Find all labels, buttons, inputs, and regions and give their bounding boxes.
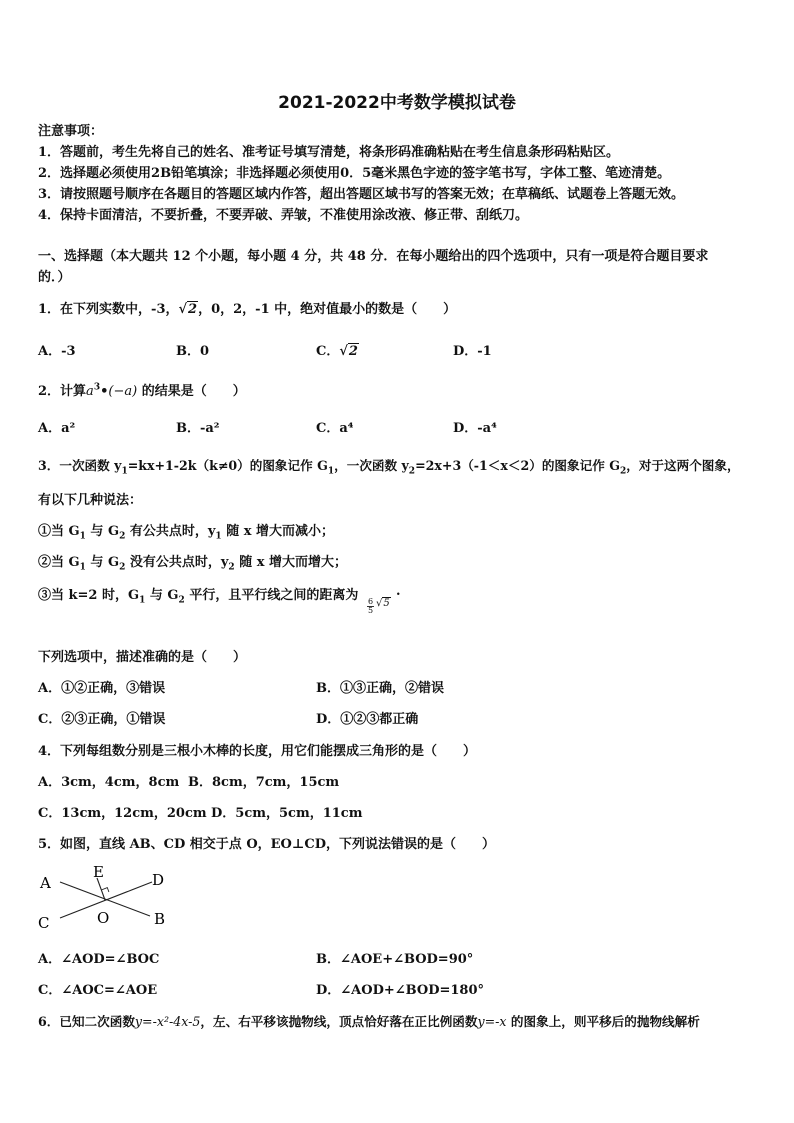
label-a: A [40,874,51,892]
q3-statement-3 [38,584,358,606]
q3-part: ③当 k=2 时，G [38,588,140,603]
q1-option-b[interactable]: B．0 [176,344,210,359]
q3-option-d[interactable]: D．①②③都正确 [316,712,419,727]
q3-part: =2x+3（-1＜x＜2）的图象记作 G [415,458,620,473]
q5-option-a[interactable]: A．∠AOD=∠BOC [38,952,160,967]
question-4-stem: 4．下列每组数分别是三根小木棒的长度，用它们能摆成三角形的是（ ） [38,744,477,759]
q3-sub: 2 [178,595,185,606]
q5-option-c[interactable]: C．∠AOC=∠AOE [38,983,158,998]
notice-item-4: 4．保持卡面清洁，不要折叠，不要弄破、弄皱，不准使用涂改液、修正带、刮纸刀。 [38,208,529,223]
label-o: O [97,909,110,927]
q3-sub: 2 [408,466,416,477]
q3-part: 平行，且平行线之间的距离为 [184,588,359,603]
q4-option-a[interactable]: A．3cm，4cm，8cm [38,775,180,790]
question-3-stem [38,455,740,477]
notice-item-3: 3．请按照题号顺序在各题目的答题区域内作答，超出答题区域书写的答案无效；在草稿纸、试题卷上答题无效。 [38,187,685,202]
section-heading-line1: 一、选择题（本大题共 12 个小题，每小题 4 分，共 48 分．在每小题给出的四个选项中，只有一项是符合题目要求 [38,249,709,264]
q3-line2: 有以下几种说法： [38,493,143,508]
q3-part: 与 G [145,588,179,603]
question-1-stem [38,298,456,317]
q3-sub: 1 [139,595,146,606]
fraction-denominator: 5 [368,606,374,615]
q6-function-2: y=-x [477,1014,507,1029]
right-angle-mark [101,888,109,892]
q3-part: 有公共点时，y [125,524,216,539]
sqrt-symbol: √2 [339,344,358,359]
label-b: B [154,910,166,928]
q2-option-a[interactable]: A．a² [38,421,76,436]
intersecting-lines-figure [30,858,180,933]
radicand: 2 [188,302,198,317]
q3-part: ①当 G [38,524,80,539]
q3-part: 与 G [85,555,120,570]
q2-dot: • [100,384,109,399]
q2-base: a [86,384,94,399]
q3-part: ，对于这两个图象， [626,458,740,473]
q6-part: 的图象上，则平移后的抛物线解析 [510,1014,700,1029]
q3-sub: 2 [228,562,235,573]
q2-option-d[interactable]: D．-a⁴ [453,421,497,436]
q1-stem-part: ，0，2，-1 中，绝对值最小的数是（ ） [198,302,457,317]
sqrt-symbol: √5 [376,598,390,609]
q5-option-b[interactable]: B．∠AOE+∠BOD=90° [316,952,474,967]
question-5-stem: 5．如图，直线 AB、CD 相交于点 O，EO⊥CD，下列说法错误的是（ ） [38,837,495,852]
q2-option-c[interactable]: C．a⁴ [316,421,354,436]
radicand: 2 [348,344,358,359]
q3-sub: 2 [119,562,126,573]
fraction-sqrt [376,598,391,609]
q3-part: 与 G [85,524,120,539]
q3-option-a[interactable]: A．①②正确，③错误 [38,681,166,696]
q3-part: =kx+1-2k（k≠0）的图象记作 G [127,458,328,473]
q3-sub: 1 [79,562,86,573]
q4-option-d[interactable]: D．5cm，5cm，11cm [211,806,363,821]
q3-prompt: 下列选项中，描述准确的是（ ） [38,650,247,665]
q6-part: 6．已知二次函数 [38,1014,135,1029]
q3-statement-1 [38,520,334,542]
q1-option-a[interactable]: A．-3 [38,344,76,359]
q3-sub: 1 [215,531,222,542]
label-c: C [38,914,50,932]
q3-part: 3．一次函数 y [38,458,122,473]
q4-option-c[interactable]: C．13cm，12cm，20cm [38,806,207,821]
q3-part: ，一次函数 y [334,458,409,473]
sqrt-symbol: √2 [178,302,198,317]
q3-part: 没有公共点时，y [125,555,229,570]
question-6-stem [38,1011,700,1030]
q3-part: ②当 G [38,555,80,570]
question-2-stem [38,380,246,399]
q2-exponent: 3 [93,382,101,393]
q3-sub: 2 [119,531,126,542]
q1-option-c[interactable] [316,340,359,359]
q1-option-c-label: C． [316,344,340,359]
notice-item-2: 2．选择题必须使用2B铅笔填涂；非选择题必须使用0．5毫米黑色字迹的签字笔书写，字体工整、笔迹清楚。 [38,166,671,181]
radicand: 5 [383,598,390,609]
q1-stem-part: 1．在下列实数中，-3， [38,302,179,317]
q2-option-b[interactable]: B．-a² [176,421,220,436]
q2-paren: (−a) [108,384,138,399]
q3-option-b[interactable]: B．①③正确，②错误 [316,681,444,696]
notice-heading: 注意事项： [38,124,104,139]
label-e: E [93,863,104,881]
q4-option-b[interactable]: B．8cm，7cm，15cm [188,775,340,790]
q3-option-c[interactable]: C．②③正确，①错误 [38,712,166,727]
q3-sub: 1 [327,466,335,477]
q3-sub: 1 [121,466,128,477]
notice-item-1: 1．答题前，考生先将自己的姓名、准考证号填写清楚，将条形码准确粘贴在考生信息条形码粘贴区。 [38,145,620,160]
label-d: D [152,871,165,889]
fraction-numerator: 6 [368,597,374,606]
q3-statement-3-end: . [396,584,401,599]
q1-option-d[interactable]: D．-1 [453,344,492,359]
q3-part: 随 x 增大而减小； [221,524,335,539]
q2-stem-part: 的结果是（ ） [141,384,246,399]
q3-sub: 1 [79,531,86,542]
q2-stem-part: 2．计算 [38,384,87,399]
q6-function: y=-x²-4x-5 [134,1014,201,1029]
q3-part: 随 x 增大而增大； [234,555,348,570]
q3-sub: 2 [619,466,627,477]
q5-option-d[interactable]: D．∠AOD+∠BOD=180° [316,983,484,998]
section-heading-line2: 的．） [38,270,71,285]
q6-part: ，左、右平移该抛物线，顶点恰好落在正比例函数 [200,1014,478,1029]
page-title: 2021-2022中考数学模拟试卷 [278,93,516,113]
q3-statement-2 [38,551,347,573]
